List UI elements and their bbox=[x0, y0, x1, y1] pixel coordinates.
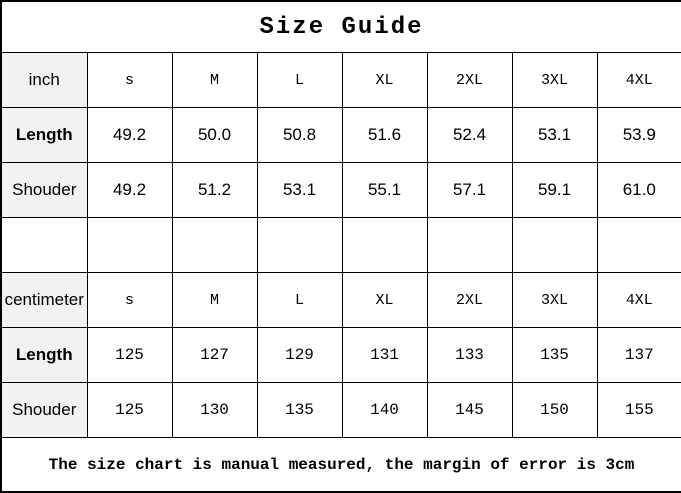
value-cell: 131 bbox=[342, 328, 427, 383]
value-cell: 53.9 bbox=[597, 108, 681, 163]
unit-label-inch: inch bbox=[1, 53, 87, 108]
row-label-length: Length bbox=[1, 108, 87, 163]
size-header-cell: 2XL bbox=[427, 53, 512, 108]
size-header-cell: s bbox=[87, 53, 172, 108]
value-cell: 51.6 bbox=[342, 108, 427, 163]
spacer-cell bbox=[597, 218, 681, 273]
value-cell: 50.0 bbox=[172, 108, 257, 163]
value-cell: 125 bbox=[87, 383, 172, 438]
footer-row bbox=[1, 438, 681, 493]
size-header-cell: 2XL bbox=[427, 273, 512, 328]
centimeter-shouder-row bbox=[1, 383, 681, 438]
spacer-cell bbox=[87, 218, 172, 273]
size-header-cell: s bbox=[87, 273, 172, 328]
value-cell: 59.1 bbox=[512, 163, 597, 218]
spacer-cell bbox=[512, 218, 597, 273]
footer-note: The size chart is manual measured, the margin of error is 3cm bbox=[1, 438, 681, 493]
inch-length-row bbox=[1, 108, 681, 163]
value-cell: 51.2 bbox=[172, 163, 257, 218]
size-header-cell: M bbox=[172, 273, 257, 328]
inch-shouder-row bbox=[1, 163, 681, 218]
value-cell: 127 bbox=[172, 328, 257, 383]
value-cell: 145 bbox=[427, 383, 512, 438]
spacer-cell bbox=[1, 218, 87, 273]
centimeter-length-row bbox=[1, 328, 681, 383]
row-label-shouder: Shouder bbox=[1, 163, 87, 218]
value-cell: 140 bbox=[342, 383, 427, 438]
size-header-cell: L bbox=[257, 273, 342, 328]
row-label-shouder: Shouder bbox=[1, 383, 87, 438]
size-header-cell: XL bbox=[342, 53, 427, 108]
value-cell: 135 bbox=[512, 328, 597, 383]
value-cell: 155 bbox=[597, 383, 681, 438]
value-cell: 137 bbox=[597, 328, 681, 383]
title-row bbox=[1, 1, 681, 53]
value-cell: 53.1 bbox=[512, 108, 597, 163]
value-cell: 125 bbox=[87, 328, 172, 383]
size-header-cell: 4XL bbox=[597, 273, 681, 328]
value-cell: 61.0 bbox=[597, 163, 681, 218]
spacer-cell bbox=[427, 218, 512, 273]
value-cell: 57.1 bbox=[427, 163, 512, 218]
value-cell: 49.2 bbox=[87, 163, 172, 218]
size-header-cell: 4XL bbox=[597, 53, 681, 108]
spacer-row bbox=[1, 218, 681, 273]
page-title: Size Guide bbox=[1, 1, 681, 53]
value-cell: 50.8 bbox=[257, 108, 342, 163]
spacer-cell bbox=[257, 218, 342, 273]
size-header-cell: 3XL bbox=[512, 53, 597, 108]
spacer-cell bbox=[342, 218, 427, 273]
size-header-cell: 3XL bbox=[512, 273, 597, 328]
size-header-cell: M bbox=[172, 53, 257, 108]
value-cell: 52.4 bbox=[427, 108, 512, 163]
size-header-cell: XL bbox=[342, 273, 427, 328]
value-cell: 135 bbox=[257, 383, 342, 438]
unit-label-centimeter: centimeter bbox=[1, 273, 87, 328]
value-cell: 150 bbox=[512, 383, 597, 438]
value-cell: 130 bbox=[172, 383, 257, 438]
value-cell: 49.2 bbox=[87, 108, 172, 163]
size-header-cell: L bbox=[257, 53, 342, 108]
value-cell: 133 bbox=[427, 328, 512, 383]
inch-header-row bbox=[1, 53, 681, 108]
value-cell: 129 bbox=[257, 328, 342, 383]
value-cell: 55.1 bbox=[342, 163, 427, 218]
value-cell: 53.1 bbox=[257, 163, 342, 218]
spacer-cell bbox=[172, 218, 257, 273]
row-label-length: Length bbox=[1, 328, 87, 383]
centimeter-header-row bbox=[1, 273, 681, 328]
